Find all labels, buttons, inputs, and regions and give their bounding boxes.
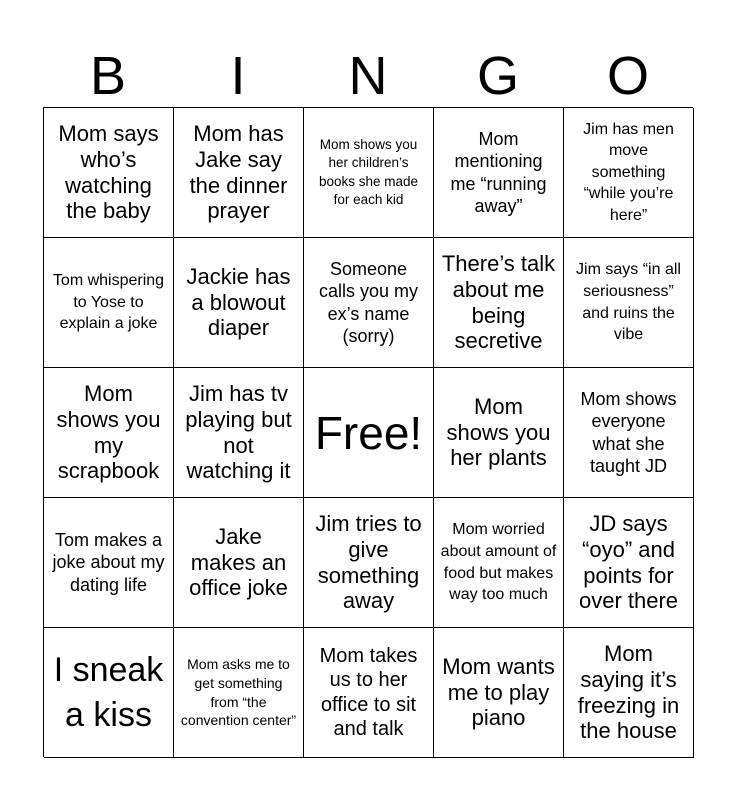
- bingo-cell: [174, 108, 304, 238]
- cell-text: Jackie has a blowout diaper: [186, 263, 291, 341]
- header-letter-o: O: [606, 46, 649, 106]
- cell-text: Mom shows you her children’s books she made for each kid: [318, 137, 419, 207]
- bingo-cell: [564, 238, 694, 368]
- bingo-cell: [44, 628, 174, 758]
- header-letter-i: I: [230, 46, 246, 106]
- bingo-cell: [304, 628, 434, 758]
- header-letter-g: G: [476, 46, 519, 106]
- bingo-cell: [564, 368, 694, 498]
- bingo-header: [43, 44, 693, 108]
- cell-text: Mom shows you my scrapbook: [56, 380, 161, 484]
- bingo-cell: [44, 368, 174, 498]
- cell-text: Someone calls you my ex’s name (sorry): [318, 258, 419, 346]
- bingo-cell: [174, 498, 304, 628]
- bingo-cell: [564, 108, 694, 238]
- cell-text: I sneak a kiss: [53, 651, 164, 734]
- cell-text: Tom whispering to Yose to explain a joke: [52, 272, 165, 333]
- cell-text: Jim tries to give something away: [315, 510, 422, 614]
- cell-text: Mom wants me to play piano: [442, 653, 555, 731]
- bingo-cell: [304, 108, 434, 238]
- header-letter-b: B: [89, 46, 127, 106]
- bingo-cell: [434, 108, 564, 238]
- cell-text: Mom worried about amount of food but makes way too much: [440, 521, 557, 604]
- cell-text: Mom asks me to get something from “the convention center”: [180, 655, 297, 729]
- cell-text: Mom saying it’s freezing in the house: [577, 640, 680, 744]
- bingo-cell: [434, 238, 564, 368]
- cell-text: Tom makes a joke about my dating life: [52, 529, 165, 595]
- bingo-cell: [174, 628, 304, 758]
- cell-text: Mom shows you her plants: [446, 393, 551, 471]
- cell-text: Jake makes an office joke: [189, 523, 288, 601]
- bingo-cell: [434, 628, 564, 758]
- bingo-cell: [44, 498, 174, 628]
- cell-text: Mom has Jake say the dinner prayer: [189, 120, 288, 224]
- bingo-cell: [174, 368, 304, 498]
- cell-text: There’s talk about me being secretive: [441, 250, 556, 354]
- bingo-cell: [434, 498, 564, 628]
- cell-text: JD says “oyo” and points for over there: [578, 510, 679, 614]
- cell-text: Mom takes us to her office to sit and talk: [319, 644, 418, 740]
- bingo-cell: [44, 238, 174, 368]
- bingo-cell: [564, 628, 694, 758]
- bingo-grid: [43, 107, 693, 757]
- cell-text: Mom shows everyone what she taught JD: [580, 388, 677, 476]
- bingo-cell: [564, 498, 694, 628]
- cell-text: Jim has men move something “while you’re here”: [583, 120, 674, 224]
- cell-text: Jim says “in all seriousness” and ruins the vibe: [576, 261, 681, 344]
- cell-text: Mom mentioning me “running away”: [450, 128, 547, 216]
- bingo-cell: [44, 108, 174, 238]
- cell-text: Jim has tv playing but not watching it: [185, 380, 292, 484]
- header-letter-n: N: [348, 46, 388, 106]
- free-space-text: Free!: [314, 406, 423, 459]
- cell-text: Mom says who’s watching the baby: [58, 120, 159, 224]
- free-space-cell: [304, 368, 434, 498]
- bingo-cell: [174, 238, 304, 368]
- bingo-cell: [434, 368, 564, 498]
- bingo-cell: [304, 238, 434, 368]
- bingo-cell: [304, 498, 434, 628]
